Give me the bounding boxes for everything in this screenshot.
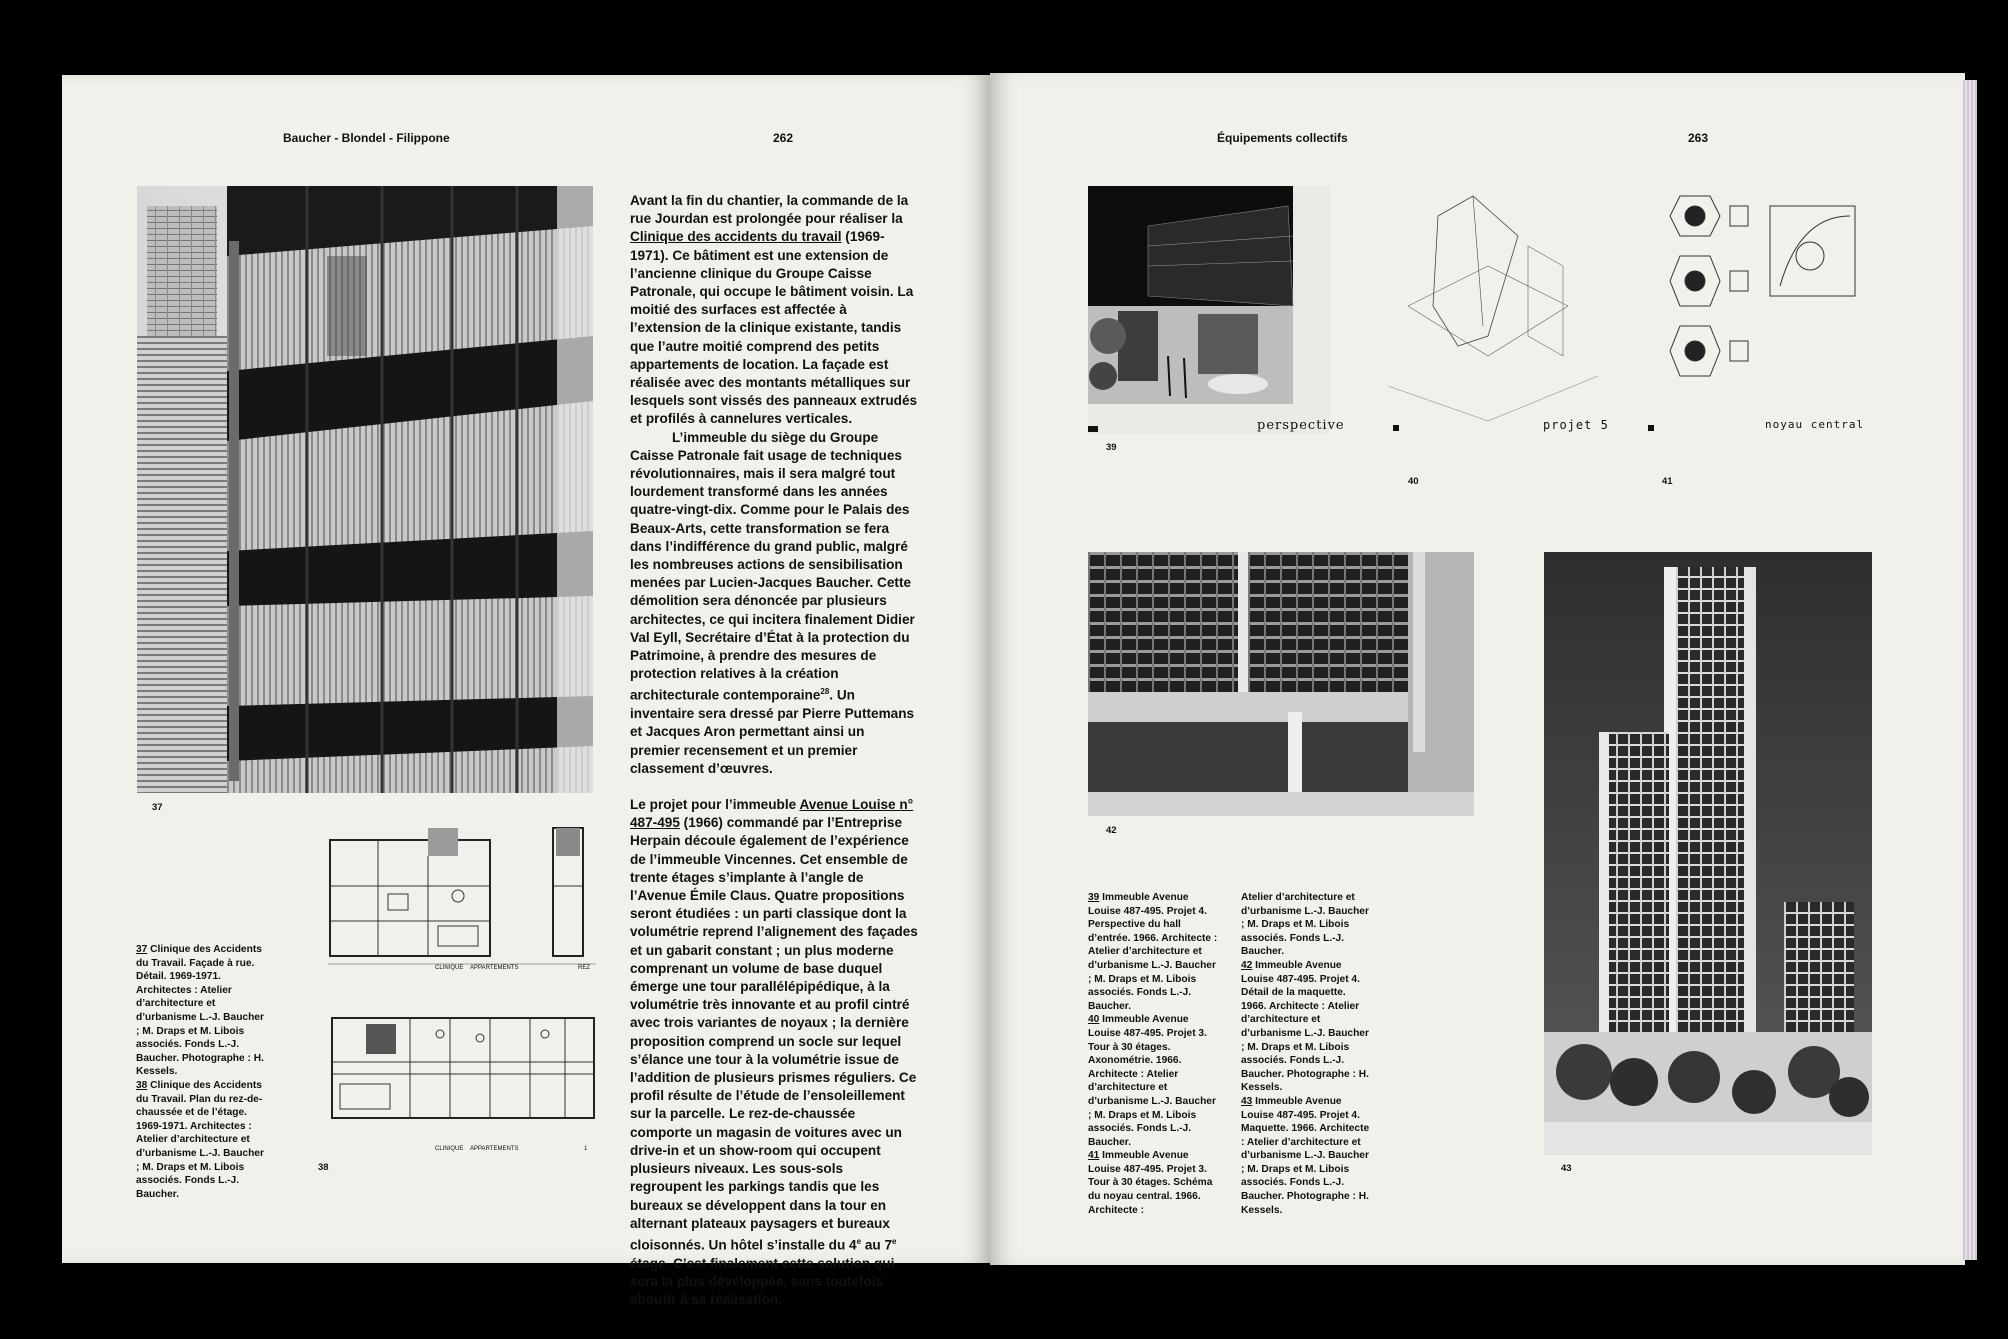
caption-text-38: Clinique des Accidents du Travail. Plan du rez-de-chaussée et de l’étage. 1969-1971. Architectes : Atelier d’architecture et d’urbanisme L.-J. Baucher ; M. Draps et M. Libois associés. Fonds L.-J. Baucher.	[136, 1079, 264, 1200]
drawing-label-noyau: noyau central	[1765, 418, 1865, 431]
plan-38-ground-floor	[328, 826, 596, 978]
plan-38-upper-floor	[330, 1014, 598, 1124]
fig-number-38: 38	[318, 1162, 329, 1173]
superscript-e-2: e	[892, 1236, 897, 1246]
caption-number-42: 42	[1241, 959, 1253, 971]
plan-label-level-1: 1	[584, 1146, 588, 1152]
fig-number-37: 37	[152, 802, 163, 813]
p3-text-d: étage. C’est finalement cette solution qui sera la plus développée, sans toutefois aboutir à sa réalisation.	[630, 1255, 895, 1308]
caption-text-41-continued: Atelier d’architecture et d’urbanisme L.-J. Baucher ; M. Draps et M. Libois associés. Fonds L.-J. Baucher.	[1241, 892, 1369, 958]
link-avenue-louise: Avenue Louise n° 487-495	[630, 797, 914, 831]
photo-37-facade	[137, 186, 593, 793]
caption-text-39: Immeuble Avenue Louise 487-495. Projet 4. Perspective du hall d’entrée. 1966. Architecte : Atelier d’architecture et d’urbanisme L.-J. Baucher ; M. Draps et M. Libois associés. Fonds L.-J. Baucher.	[1088, 892, 1218, 1012]
caption-number-43: 43	[1241, 1095, 1253, 1107]
caption-number-38: 38	[136, 1079, 148, 1091]
drawing-41-marker	[1648, 425, 1654, 431]
fig-number-42: 42	[1106, 825, 1117, 836]
caption-text-43: Immeuble Avenue Louise 487-495. Projet 4. Maquette. 1966. Architecte : Atelier d’architecture et d’urbanisme L.-J. Baucher ; M. Draps et M. Libois associés. Fonds L.-J. Baucher. Photographe : H. Kessels.	[1241, 1095, 1370, 1216]
p3-text-b: (1966) commandé par l’Entreprise Herpain découle également de l’expérience de l’immeuble Vincennes. Cet ensemble de trente étages s’implante à l’angle de l’Avenue Émile Claus. Quatre propositions seront étudiées : un parti classique dont la volumétrie reprend l’alignement des façades et un gabarit constant ; un plus moderne comprenant un volume de base duquel émerge une tour parallélépipédique, à la volumétrie très innovante et au profil cintré avec trois variantes de noyaux ; la dernière proposition comprend un socle sur lequel s’élance une tour à la volumétrie issue de l’addition de plusieurs prismes réguliers. Ce profil résulte de l’étude de l’ensoleillement sur la parcelle. Le rez-de-chaussée comporte un magasin de voitures avec un drive-in et un show-room qui occupent plusieurs niveaux. Les sous-sols regroupent les parkings tandis que les bureaux se développent dans la tour en alternant plateaux paysagers et bureaux cloisonnés. Un hôtel s’installe du 4	[630, 815, 918, 1253]
p3-text-c: au 7	[861, 1237, 893, 1253]
caption-text-40: Immeuble Avenue Louise 487-495. Projet 3. Tour à 30 étages. Axonométrie. 1966. Architecte : Atelier d’architecture et d’urbanisme L.-J. Baucher ; M. Draps et M. Libois associés. Fonds L.-J. Baucher.	[1088, 1014, 1216, 1148]
p3-text-a: Le projet pour l’immeuble	[630, 797, 800, 813]
drawing-41-core-schema	[1660, 186, 1860, 416]
page-number-left: 262	[773, 131, 794, 145]
page-edges	[1963, 80, 1977, 1260]
caption-text-37: Clinique des Accidents du Travail. Façade à rue. Détail. 1969-1971. Architectes : Atelier d’architecture et d’urbanisme L.-J. Baucher ; M. Draps et M. Libois associés. Fonds L.-J. Baucher. Photographe : H. Kessels.	[136, 944, 264, 1078]
caption-col-2	[1241, 891, 1373, 1217]
footnote-ref-28: 28	[820, 687, 830, 697]
paragraph-1	[630, 192, 918, 429]
photo-43-model	[1544, 552, 1872, 1155]
body-text-column	[630, 192, 918, 1309]
caption-number-37: 37	[136, 944, 148, 955]
caption-col-1	[1088, 891, 1220, 1217]
fig-number-41: 41	[1662, 476, 1673, 487]
plan-label-appartements-top: APPARTEMENTS	[470, 965, 519, 971]
plan-label-clinique-top: CLINIQUE	[435, 965, 464, 971]
photo-42-model-detail	[1088, 552, 1474, 816]
paragraph-3	[630, 796, 918, 1309]
drawing-label-projet: projet 5	[1543, 418, 1609, 432]
caption-number-41: 41	[1088, 1150, 1100, 1162]
drawing-40-axonometry	[1388, 186, 1598, 424]
fig-number-40: 40	[1408, 476, 1419, 487]
running-header-right: Équipements collectifs	[1217, 131, 1348, 145]
caption-number-40: 40	[1088, 1014, 1100, 1026]
plan-label-rez: REZ	[578, 965, 590, 971]
caption-text-41: Immeuble Avenue Louise 487-495. Projet 3. Tour à 30 étages. Schéma du noyau central. 1966. Architecte :	[1088, 1150, 1213, 1216]
drawing-40-marker	[1393, 425, 1399, 431]
p1-text-b: (1969-1971). Ce bâtiment est une extension de l’ancienne clinique du Groupe Caisse Patronale, qui occupe le bâtiment voisin. La moitié des surfaces est affectée à l’extension de la clinique existante, tandis que l’autre moitié comprend des petits appartements de location. La façade est réalisée avec des montants métalliques sur lesquels sont vissés des panneaux extrudés et profilés à cannelures verticales.	[630, 229, 918, 427]
fig-number-39: 39	[1106, 442, 1117, 453]
p2-text-a: L’immeuble du siège du Groupe Caisse Patronale fait usage de techniques révolutionnaires, mais il sera malgré tout lourdement transformé dans les années quatre-vingt-dix. Comme pour le Palais des Beaux-Arts, cette transformation se fera dans l’indifférence du grand public, malgré les nombreuses actions de sensibilisation menées par Lucien-Jacques Baucher. Cette démolition sera dénoncée par plusieurs architectes, ce qui incitera finalement Didier Val Eyll, Secrétaire d’État à la protection du Patrimoine, à prendre des mesures de protection relatives à la création architecturale contemporaine	[630, 429, 915, 704]
running-header-left: Baucher - Blondel - Filippone	[283, 131, 450, 145]
fig-number-43: 43	[1561, 1163, 1572, 1174]
drawing-39-perspective	[1088, 186, 1330, 434]
page-number-right: 263	[1688, 131, 1709, 145]
p1-text-a: Avant la fin du chantier, la commande de la rue Jourdan est prolongée pour réaliser la	[630, 193, 909, 227]
paragraph-2	[630, 429, 918, 778]
plan-label-appartements-bottom: APPARTEMENTS	[470, 1146, 519, 1152]
caption-number-39: 39	[1088, 892, 1100, 903]
p2-text-b: . Un inventaire sera dressé par Pierre Puttemans et Jacques Aron permettant ainsi un premier recensement et un premier classement d’œuvres.	[630, 688, 915, 776]
plan-label-clinique-bottom: CLINIQUE	[435, 1146, 464, 1152]
drawing-label-perspective: perspective	[1257, 418, 1345, 433]
caption-37-38	[136, 943, 266, 1201]
superscript-e-1: e	[856, 1236, 862, 1246]
caption-text-42: Immeuble Avenue Louise 487-495. Projet 4. Détail de la maquette. 1966. Architecte : Atelier d’architecture et d’urbanisme L.-J. Baucher ; M. Draps et M. Libois associés. Fonds L.-J. Baucher. Photographe : H. Kessels.	[1241, 959, 1369, 1094]
link-clinique: Clinique des accidents du travail	[630, 229, 842, 245]
